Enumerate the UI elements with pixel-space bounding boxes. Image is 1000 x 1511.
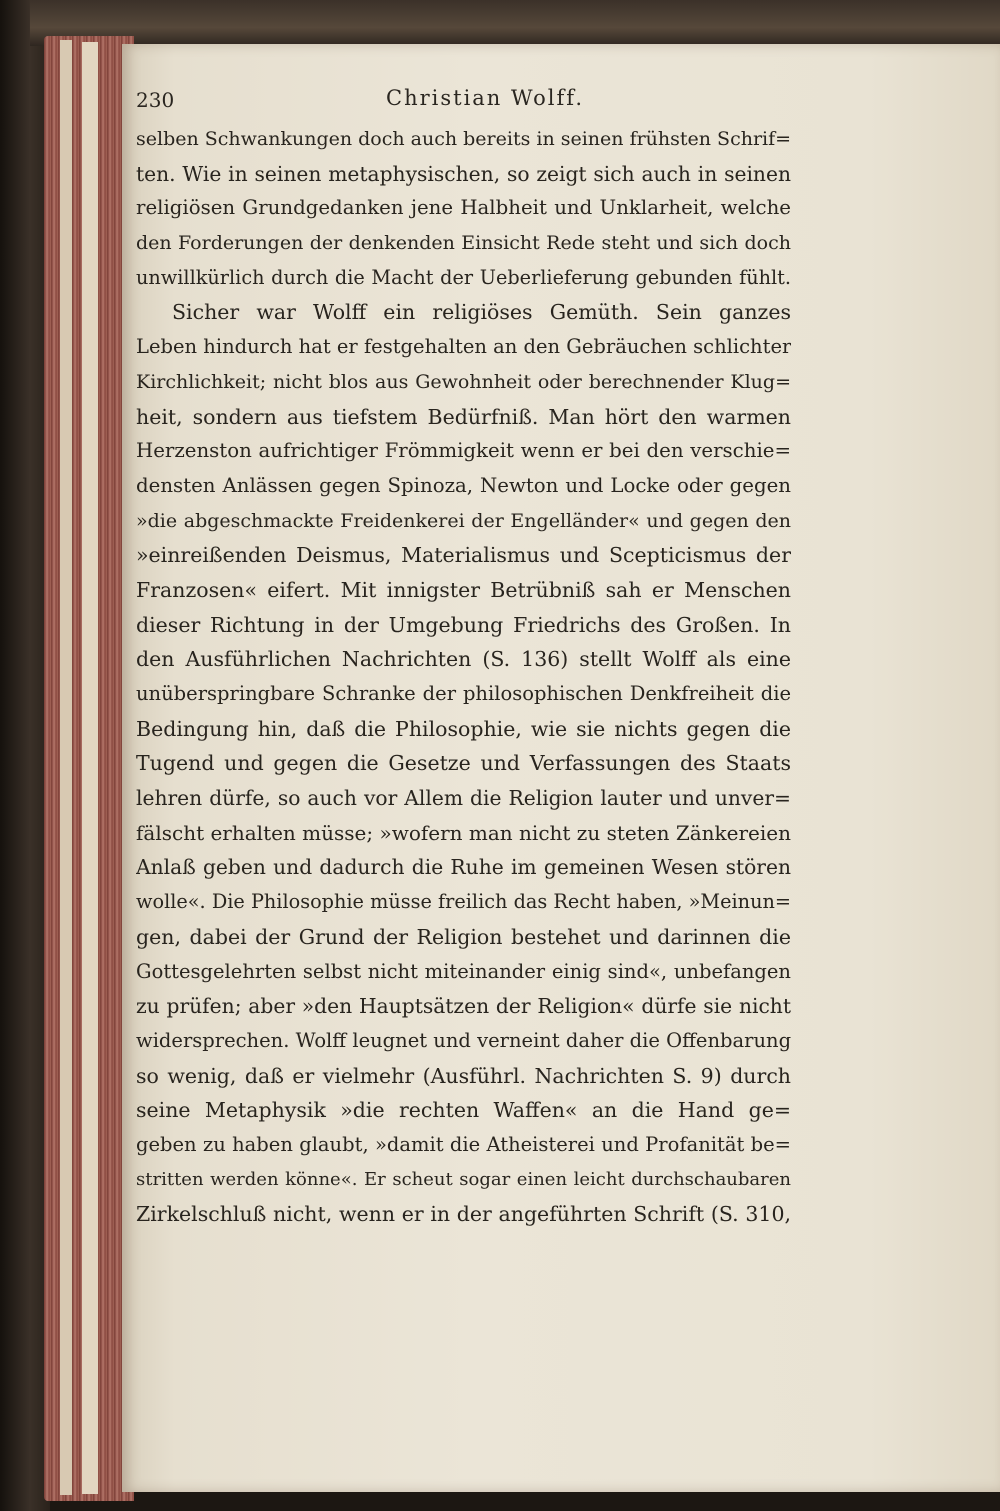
text-line: Franzosen« eifert. Mit innigster Betrübniß sah er Menschen [136, 577, 791, 602]
text-line: selben Schwankungen doch auch bereits in seinen frühsten Schrif= [136, 128, 791, 150]
text-line: Kirchlichkeit; nicht blos aus Gewohnheit oder berechnender Klug= [136, 370, 791, 393]
text-line: Zirkelschluß nicht, wenn er in der angeführten Schrift (S. 310, [136, 1202, 791, 1227]
page-edge-light-strip [60, 40, 72, 1495]
page-edge-light-strip-2 [82, 42, 98, 1494]
text-line: heit, sondern aus tiefstem Bedürfniß. Man hört den warmen [136, 404, 791, 429]
text-line: Anlaß geben und dadurch die Ruhe im gemeinen Wesen stören [136, 855, 791, 880]
text-line: stritten werden könne«. Er scheut sogar einen leicht durchschaubaren [136, 1168, 791, 1190]
text-line: Herzenston aufrichtiger Frömmigkeit wenn er bei den verschie= [136, 439, 791, 463]
text-line: religiösen Grundgedanken jene Halbheit und Unklarheit, welche [136, 196, 791, 220]
book-cover-left-edge [0, 0, 50, 1511]
text-line: so wenig, daß er vielmehr (Ausführl. Nachrichten S. 9) durch [136, 1063, 791, 1088]
text-line: fälscht erhalten müsse; »wofern man nicht zu steten Zänkereien [136, 820, 791, 845]
text-line: widersprechen. Wolff leugnet und verneint daher die Offenbarung [136, 1028, 791, 1052]
text-line: seine Metaphysik »die rechten Waffen« an die Hand ge= [136, 1098, 791, 1123]
text-line: wolle«. Die Philosophie müsse freilich das Recht haben, »Meinun= [136, 890, 791, 914]
text-line: Sicher war Wolff ein religiöses Gemüth. Sein ganzes [172, 300, 791, 325]
book-cover-top-edge [30, 0, 1000, 46]
page-number: 230 [136, 88, 175, 112]
text-line: Tugend und gegen die Gesetze und Verfassungen des Staats [136, 751, 791, 776]
text-line: zu prüfen; aber »den Hauptsätzen der Religion« dürfe sie nicht [136, 994, 791, 1019]
text-line: unüberspringbare Schranke der philosophischen Denkfreiheit die [136, 682, 791, 705]
text-line: lehren dürfe, so auch vor Allem die Religion lauter und unver= [136, 786, 791, 811]
text-line: Gottesgelehrten selbst nicht miteinander einig sind«, unbefangen [136, 959, 791, 983]
text-line: gen, dabei der Grund der Religion bestehet und darinnen die [136, 924, 791, 949]
running-title: Christian Wolff. [386, 86, 584, 110]
text-line: Bedingung hin, daß die Philosophie, wie sie nichts gegen die [136, 716, 791, 741]
text-line: geben zu haben glaubt, »damit die Atheisterei und Profanität be= [136, 1132, 791, 1156]
text-line: densten Anlässen gegen Spinoza, Newton und Locke oder gegen [136, 473, 791, 497]
text-line: Leben hindurch hat er festgehalten an den Gebräuchen schlichter [136, 335, 791, 359]
text-line: den Ausführlichen Nachrichten (S. 136) stellt Wolff als eine [136, 647, 791, 672]
text-line: dieser Richtung in der Umgebung Friedrichs des Großen. In [136, 612, 791, 637]
body-text [136, 122, 791, 1232]
text-line: ten. Wie in seinen metaphysischen, so zeigt sich auch in seinen [136, 161, 791, 186]
text-line: den Forderungen der denkenden Einsicht Rede steht und sich doch [136, 232, 791, 255]
text-line: unwillkürlich durch die Macht der Ueberlieferung gebunden fühlt. [136, 265, 791, 289]
page-header [136, 84, 796, 124]
text-line: »einreißenden Deismus, Materialismus und Scepticismus der [136, 543, 791, 568]
text-line: »die abgeschmackte Freidenkerei der Engelländer« und gegen den [136, 509, 791, 532]
